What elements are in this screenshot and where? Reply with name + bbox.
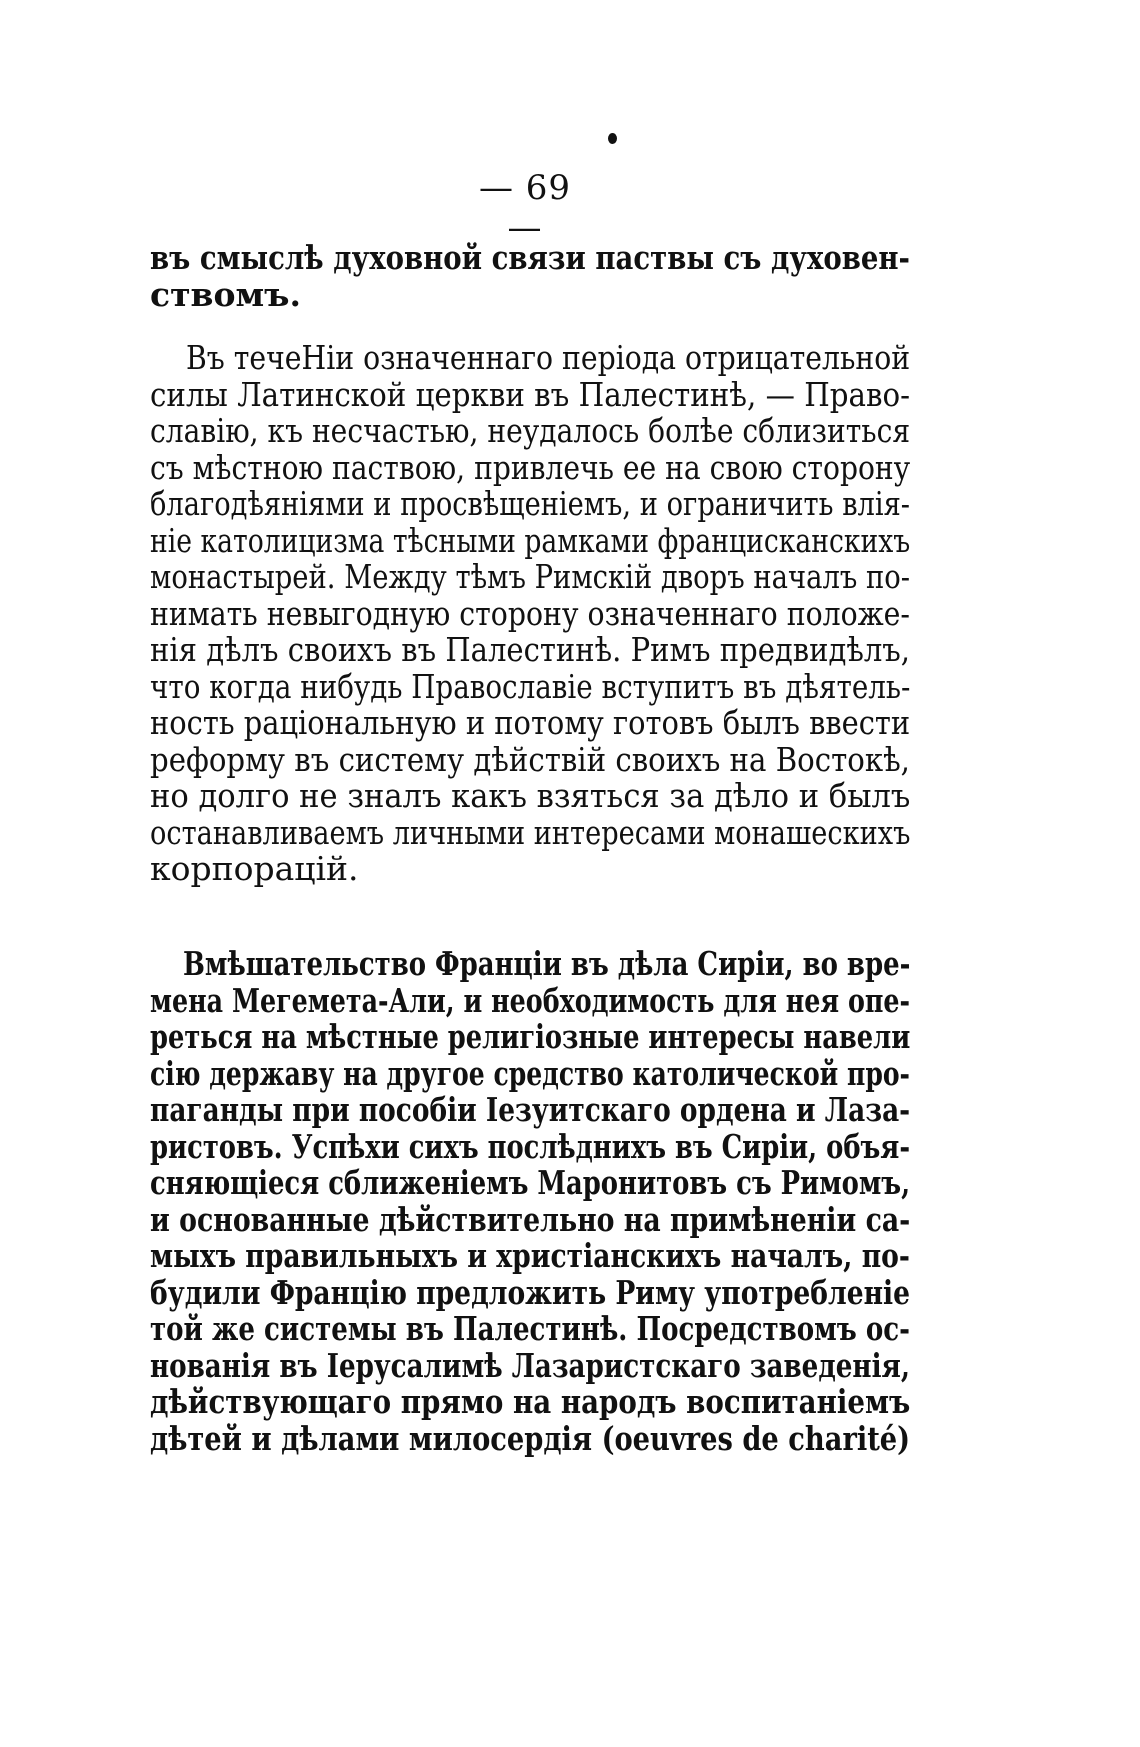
text-line: въ смыслѣ духовной связи паствы съ духовен- [150,238,910,277]
ink-dot [608,133,617,144]
paragraph-latin-church [150,340,910,888]
text-line: будили Францію предложить Риму употребленіе [150,1272,910,1312]
text-line: ристовъ. Успѣхи сихъ послѣднихъ въ Сиріи, объя- [150,1126,911,1166]
text-line: сію державу на другое средство католической про- [150,1053,910,1093]
text-line: славію, къ несчастью, неудалось болѣе сблизиться [150,411,911,450]
text-line: монастырей. Между тѣмъ Римскій дворъ началъ по- [150,557,911,596]
paragraph-france-intervention [150,946,910,1457]
text-line: корпорацій. [150,849,359,888]
text-line: мена Мегемета-Али, и необходимость для нея опе- [150,980,911,1020]
page-number: — 69 — [478,168,572,248]
text-line: ніе католицизма тѣсными рамками францисканскихъ [150,520,911,560]
text-line: ствомъ. [150,274,301,314]
text-line: нимать невыгодную сторону означеннаго положе- [150,593,911,633]
text-line: нія дѣлъ своихъ въ Палестинѣ. Римъ предвидѣлъ, [150,630,910,669]
text-line: что когда нибудь Православіе вступитъ въ дѣятель- [150,666,911,706]
text-line: но долго не зналъ какъ взяться за дѣло и былъ [150,776,911,815]
text-line: дѣйствующаго прямо на народъ воспитаніемъ [150,1382,911,1421]
text-line: силы Латинской церкви въ Палестинѣ, — Право- [150,374,911,414]
text-line: останавливаемъ личными интересами монашескихъ [150,812,911,852]
text-line: сняющіеся сближеніемъ Маронитовъ съ Римомъ, [150,1163,911,1202]
text-line: паганды при пособіи Іезуитскаго ордена и Лаза- [150,1090,911,1129]
text-line: реться на мѣстные религіозные интересы навели [150,1017,911,1056]
text-line: той же системы въ Палестинѣ. Посредствомъ ос- [150,1309,910,1348]
text-line: благодѣяніями и просвѣщеніемъ, и ограничить влія- [150,484,911,523]
text-line: Въ течеНіи означеннаго періода отрицательной [185,338,911,377]
text-line: нованія въ Іерусалимѣ Лазаристскаго заведенія, [150,1345,910,1385]
text-line: мыхъ правильныхъ и христіанскихъ началъ, по- [150,1236,910,1275]
text-line: и основанные дѣйствительно на примѣненіи са- [150,1199,911,1239]
text-line: реформу въ систему дѣйствій своихъ на Востокѣ, [150,739,910,779]
text-line: дѣтей и дѣлами милосердія (oeuvres de charité) [150,1418,911,1458]
text-line: ность раціональную и потому готовъ былъ ввести [150,703,911,742]
paragraph-continuation [150,240,910,313]
text-line: Вмѣшательство Франціи въ дѣла Сиріи, во вре- [183,944,911,983]
text-line: съ мѣстною паствою, привлечь ее на свою сторону [150,447,911,487]
